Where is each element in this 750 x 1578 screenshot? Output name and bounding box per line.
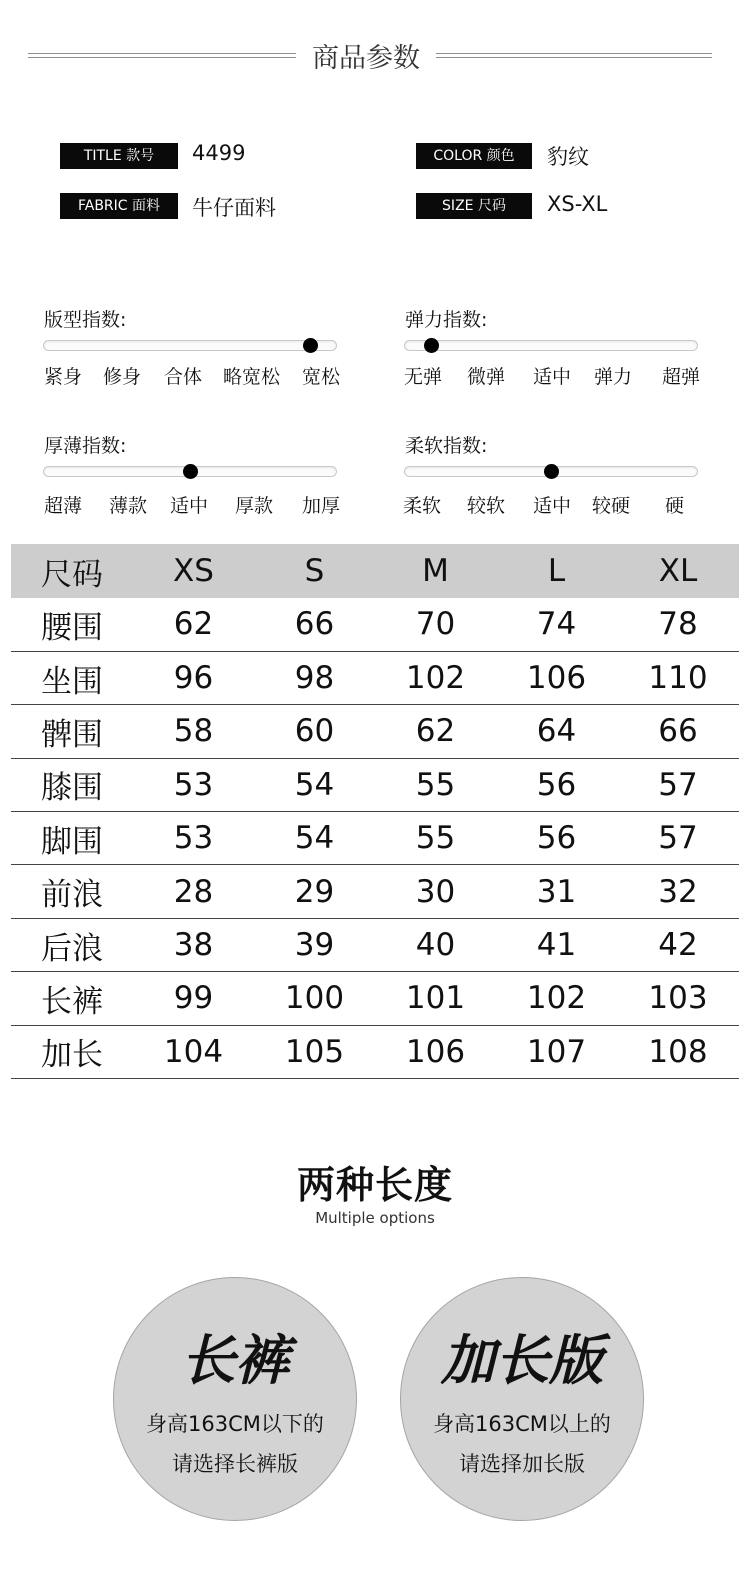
header-cell-l: L bbox=[547, 553, 566, 589]
table-cell: 107 bbox=[526, 1033, 587, 1070]
header-cell-xl: XL bbox=[658, 553, 698, 589]
options-subtitle: Multiple options bbox=[315, 1209, 435, 1227]
row-label: 坐围 bbox=[41, 663, 103, 700]
table-cell: 98 bbox=[294, 660, 335, 697]
table-cell: 106 bbox=[405, 1033, 466, 1070]
param-color-value: 豹纹 bbox=[547, 145, 589, 169]
table-cell: 66 bbox=[294, 606, 335, 643]
table-cell: 38 bbox=[173, 927, 214, 964]
thickness-label-2: 薄款 bbox=[109, 495, 148, 517]
header-cell-xs: XS bbox=[173, 553, 214, 589]
param-title-value: 4499 bbox=[192, 141, 246, 165]
table-cell: 39 bbox=[294, 927, 335, 964]
table-cell: 105 bbox=[284, 1033, 345, 1070]
table-cell: 58 bbox=[173, 713, 214, 750]
table-cell: 62 bbox=[415, 713, 456, 750]
stretch-label-5: 超弹 bbox=[662, 366, 701, 388]
size-table-header bbox=[11, 544, 739, 598]
row-label: 脚围 bbox=[41, 823, 103, 860]
softness-index-track bbox=[404, 466, 698, 477]
option-long-circle bbox=[400, 1277, 644, 1521]
table-cell: 110 bbox=[648, 660, 708, 697]
thickness-label-4: 厚款 bbox=[235, 495, 274, 517]
table-row bbox=[11, 918, 739, 971]
table-cell: 42 bbox=[658, 927, 698, 964]
row-label: 膝围 bbox=[41, 770, 103, 807]
header-cell-m: M bbox=[422, 553, 449, 589]
size-table bbox=[11, 544, 739, 1079]
param-color-tag: COLOR 颜色 bbox=[416, 143, 532, 169]
table-cell: 54 bbox=[294, 766, 335, 803]
section-title: 商品参数 bbox=[312, 43, 420, 74]
table-cell: 40 bbox=[415, 927, 456, 964]
table-row bbox=[11, 972, 739, 1025]
softness-label-3: 适中 bbox=[533, 495, 572, 517]
fit-index-title: 版型指数: bbox=[44, 309, 127, 331]
table-cell: 57 bbox=[658, 766, 698, 803]
row-label: 长裤 bbox=[41, 983, 103, 1020]
stretch-index-track bbox=[404, 340, 698, 351]
table-cell: 30 bbox=[415, 873, 456, 910]
header-cell-size: 尺码 bbox=[41, 556, 103, 593]
table-cell: 104 bbox=[163, 1033, 224, 1070]
table-cell: 57 bbox=[658, 820, 698, 857]
table-cell: 103 bbox=[648, 980, 708, 1017]
table-cell: 28 bbox=[173, 873, 214, 910]
table-cell: 62 bbox=[173, 606, 214, 643]
table-cell: 108 bbox=[648, 1033, 708, 1070]
table-cell: 66 bbox=[658, 713, 698, 750]
table-cell: 74 bbox=[536, 606, 577, 643]
fit-label-4: 略宽松 bbox=[223, 366, 281, 388]
table-cell: 32 bbox=[658, 873, 698, 910]
stretch-label-3: 适中 bbox=[533, 366, 572, 388]
table-cell: 54 bbox=[294, 820, 335, 857]
param-size-tag: SIZE 尺码 bbox=[416, 193, 532, 219]
table-cell: 102 bbox=[526, 980, 587, 1017]
row-label: 后浪 bbox=[41, 930, 103, 967]
table-cell: 56 bbox=[536, 766, 577, 803]
table-cell: 53 bbox=[173, 820, 214, 857]
table-cell: 78 bbox=[658, 606, 698, 643]
table-cell: 60 bbox=[294, 713, 335, 750]
softness-label-5: 硬 bbox=[665, 495, 685, 517]
table-row bbox=[11, 598, 739, 651]
option-regular-name: 长裤 bbox=[181, 1329, 289, 1392]
thickness-index-track bbox=[43, 466, 337, 477]
option-long-line1: 身高163CM以上的 bbox=[433, 1412, 611, 1436]
table-cell: 101 bbox=[405, 980, 466, 1017]
thickness-label-5: 加厚 bbox=[302, 495, 341, 517]
thickness-label-1: 超薄 bbox=[44, 495, 83, 517]
table-cell: 53 bbox=[173, 766, 214, 803]
table-row bbox=[11, 812, 739, 865]
row-label: 前浪 bbox=[41, 877, 103, 914]
option-regular-circle bbox=[113, 1277, 357, 1521]
param-fabric-tag: FABRIC 面料 bbox=[60, 193, 178, 219]
softness-index-marker bbox=[544, 464, 559, 479]
stretch-label-1: 无弹 bbox=[404, 366, 443, 388]
option-long-line2: 请选择加长版 bbox=[459, 1452, 585, 1476]
table-row bbox=[11, 758, 739, 811]
option-regular-line1: 身高163CM以下的 bbox=[146, 1412, 324, 1436]
table-cell: 55 bbox=[415, 820, 456, 857]
param-size-value: XS-XL bbox=[547, 192, 608, 216]
options-title: 两种长度 bbox=[296, 1163, 453, 1207]
thickness-index-title: 厚薄指数: bbox=[44, 435, 127, 457]
table-row bbox=[11, 705, 739, 758]
thickness-label-3: 适中 bbox=[170, 495, 209, 517]
row-label: 腰围 bbox=[41, 609, 103, 646]
table-cell: 70 bbox=[415, 606, 456, 643]
header-rule-left bbox=[28, 53, 296, 58]
header-rule-right bbox=[436, 53, 712, 58]
table-cell: 100 bbox=[284, 980, 345, 1017]
option-long-name: 加长版 bbox=[441, 1329, 603, 1392]
table-cell: 29 bbox=[294, 873, 335, 910]
table-row bbox=[11, 651, 739, 704]
fit-label-3: 合体 bbox=[164, 366, 203, 388]
row-label: 加长 bbox=[41, 1037, 103, 1074]
stretch-index-marker bbox=[424, 338, 439, 353]
stretch-index-title: 弹力指数: bbox=[405, 309, 488, 331]
thickness-index-marker bbox=[183, 464, 198, 479]
param-fabric-value: 牛仔面料 bbox=[192, 196, 276, 220]
table-cell: 99 bbox=[173, 980, 214, 1017]
table-row bbox=[11, 1025, 739, 1078]
fit-index-track bbox=[43, 340, 337, 351]
softness-label-2: 较软 bbox=[467, 495, 506, 517]
table-cell: 64 bbox=[536, 713, 577, 750]
param-title-tag: TITLE 款号 bbox=[60, 143, 178, 169]
fit-label-2: 修身 bbox=[103, 366, 142, 388]
option-regular-line2: 请选择长裤版 bbox=[172, 1452, 298, 1476]
fit-label-5: 宽松 bbox=[302, 366, 341, 388]
header-cell-s: S bbox=[304, 553, 325, 589]
table-row bbox=[11, 865, 739, 918]
table-cell: 41 bbox=[536, 927, 577, 964]
softness-label-1: 柔软 bbox=[403, 495, 442, 517]
stretch-label-4: 弹力 bbox=[594, 366, 633, 388]
softness-label-4: 较硬 bbox=[592, 495, 631, 517]
table-cell: 106 bbox=[526, 660, 587, 697]
softness-index-title: 柔软指数: bbox=[405, 435, 488, 457]
table-cell: 56 bbox=[536, 820, 577, 857]
table-cell: 102 bbox=[405, 660, 466, 697]
table-cell: 96 bbox=[173, 660, 214, 697]
stretch-label-2: 微弹 bbox=[467, 366, 506, 388]
fit-label-1: 紧身 bbox=[44, 366, 83, 388]
row-label: 髀围 bbox=[41, 716, 103, 753]
table-cell: 55 bbox=[415, 766, 456, 803]
fit-index-marker bbox=[303, 338, 318, 353]
table-cell: 31 bbox=[536, 873, 577, 910]
